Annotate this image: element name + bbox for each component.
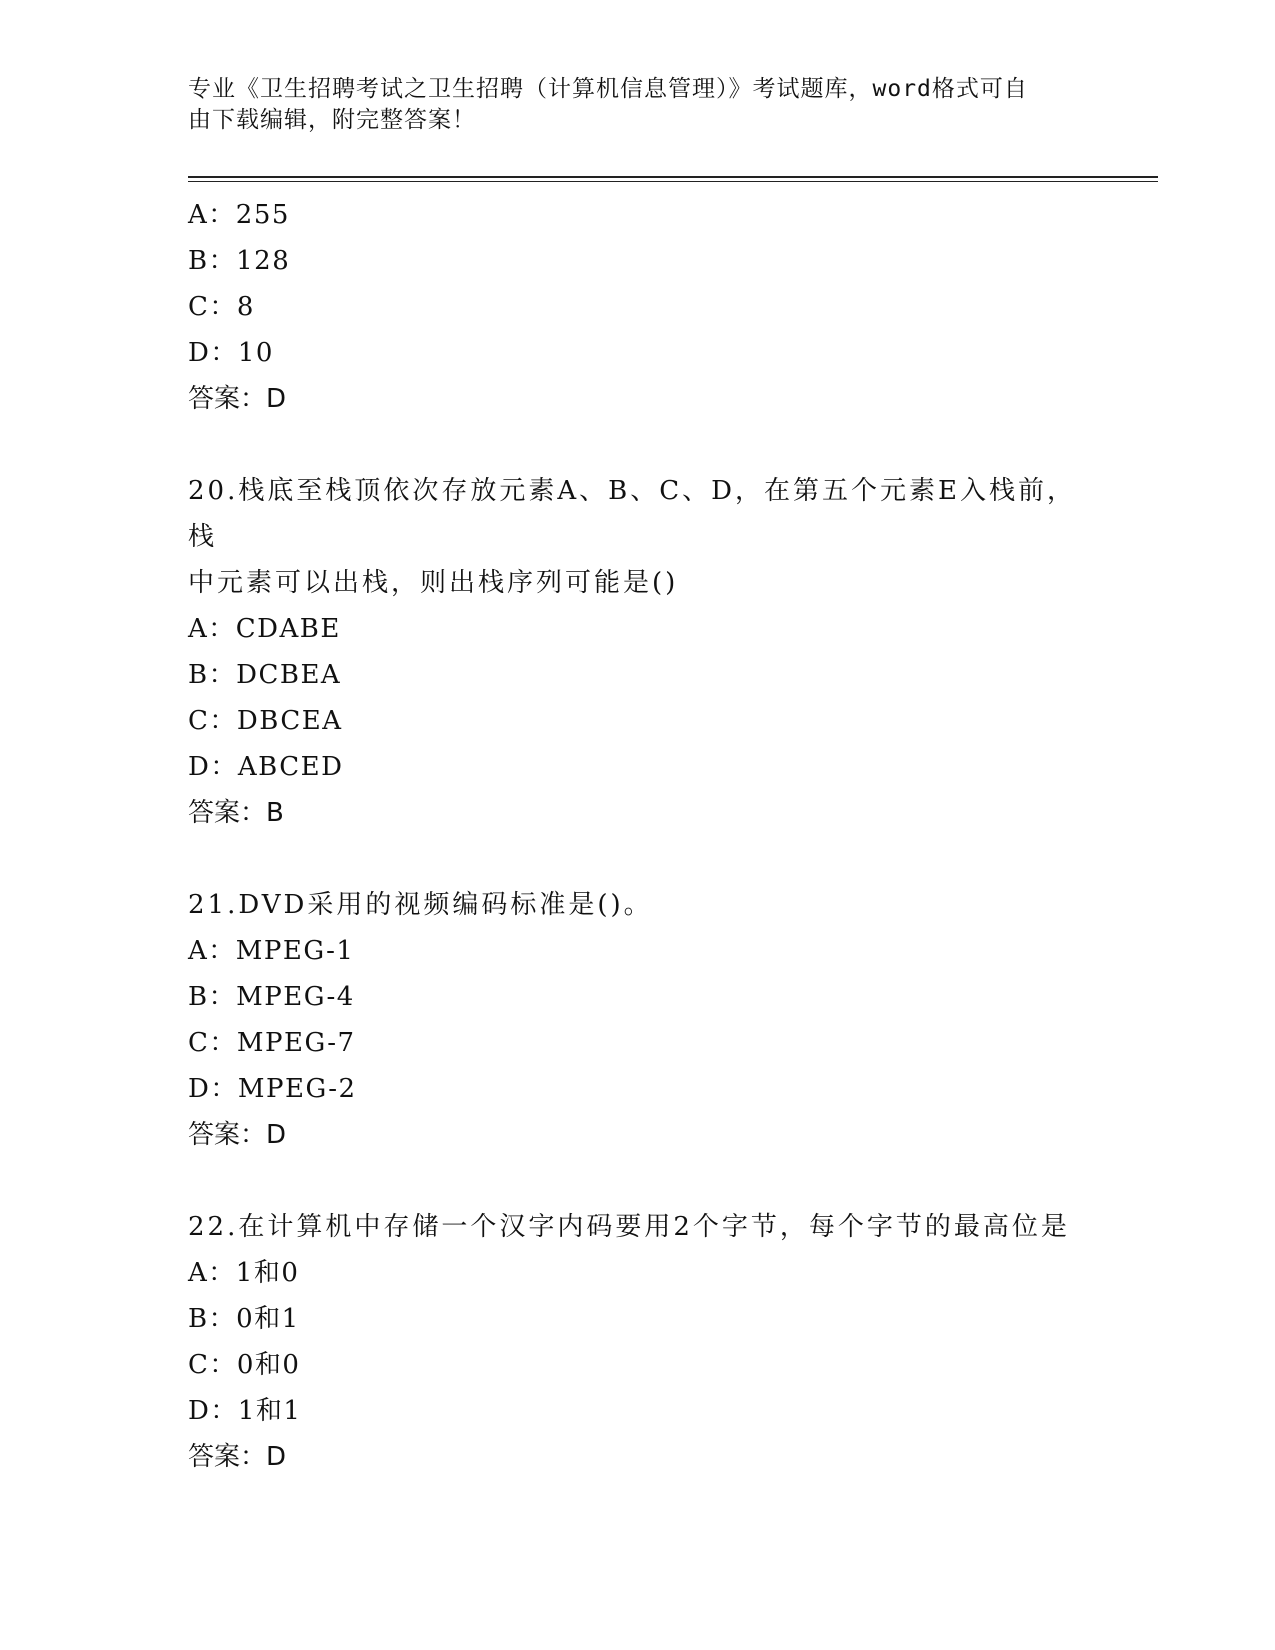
option-a: A：CDABE: [188, 614, 341, 644]
option-a: A：255: [188, 200, 290, 230]
question-21: [188, 882, 1088, 1158]
document-header: [188, 74, 1068, 136]
answer: 答案：D: [188, 1442, 287, 1472]
question-stem: [188, 1204, 1088, 1250]
option-b: B：0和1: [188, 1304, 300, 1334]
option-b: B：128: [188, 246, 291, 276]
option-d: D：10: [188, 338, 274, 368]
option-b: B：DCBEA: [188, 660, 342, 690]
option-a: A：MPEG-1: [188, 936, 355, 966]
option-c: C：0和0: [188, 1350, 301, 1380]
answer: 答案：D: [188, 384, 287, 414]
answer: 答案：B: [188, 798, 284, 828]
answer: 答案：D: [188, 1120, 287, 1150]
question-stem-line-1: 22.在计算机中存储一个汉字内码要用2个字节，每个字节的最高位是: [188, 1212, 1070, 1242]
question-stem-line-1: 21.DVD采用的视频编码标准是()。: [188, 890, 653, 920]
option-c: C：MPEG-7: [188, 1028, 356, 1058]
header-line-1: 专业《卫生招聘考试之卫生招聘（计算机信息管理）》考试题库，word格式可自: [188, 76, 1028, 102]
question-list: [188, 192, 1088, 1480]
question-22: [188, 1204, 1088, 1480]
option-a: A：1和0: [188, 1258, 300, 1288]
question-stem: [188, 468, 1088, 606]
question-stem-line-1: 20.栈底至栈顶依次存放元素A、B、C、D，在第五个元素E入栈前，栈: [188, 476, 1076, 552]
question-20: [188, 468, 1088, 836]
question-19-partial: [188, 192, 1088, 422]
header-rule-thick: [188, 176, 1158, 178]
question-stem-line-2: 中元素可以出栈，则出栈序列可能是(): [188, 568, 679, 598]
header-line-2: 由下载编辑，附完整答案！: [188, 107, 476, 133]
option-c: C：8: [188, 292, 255, 322]
option-b: B：MPEG-4: [188, 982, 355, 1012]
header-rule-thin: [188, 181, 1158, 182]
option-d: D：1和1: [188, 1396, 302, 1426]
question-stem: [188, 882, 1088, 928]
option-d: D：ABCED: [188, 752, 344, 782]
option-c: C：DBCEA: [188, 706, 343, 736]
option-d: D：MPEG-2: [188, 1074, 357, 1104]
